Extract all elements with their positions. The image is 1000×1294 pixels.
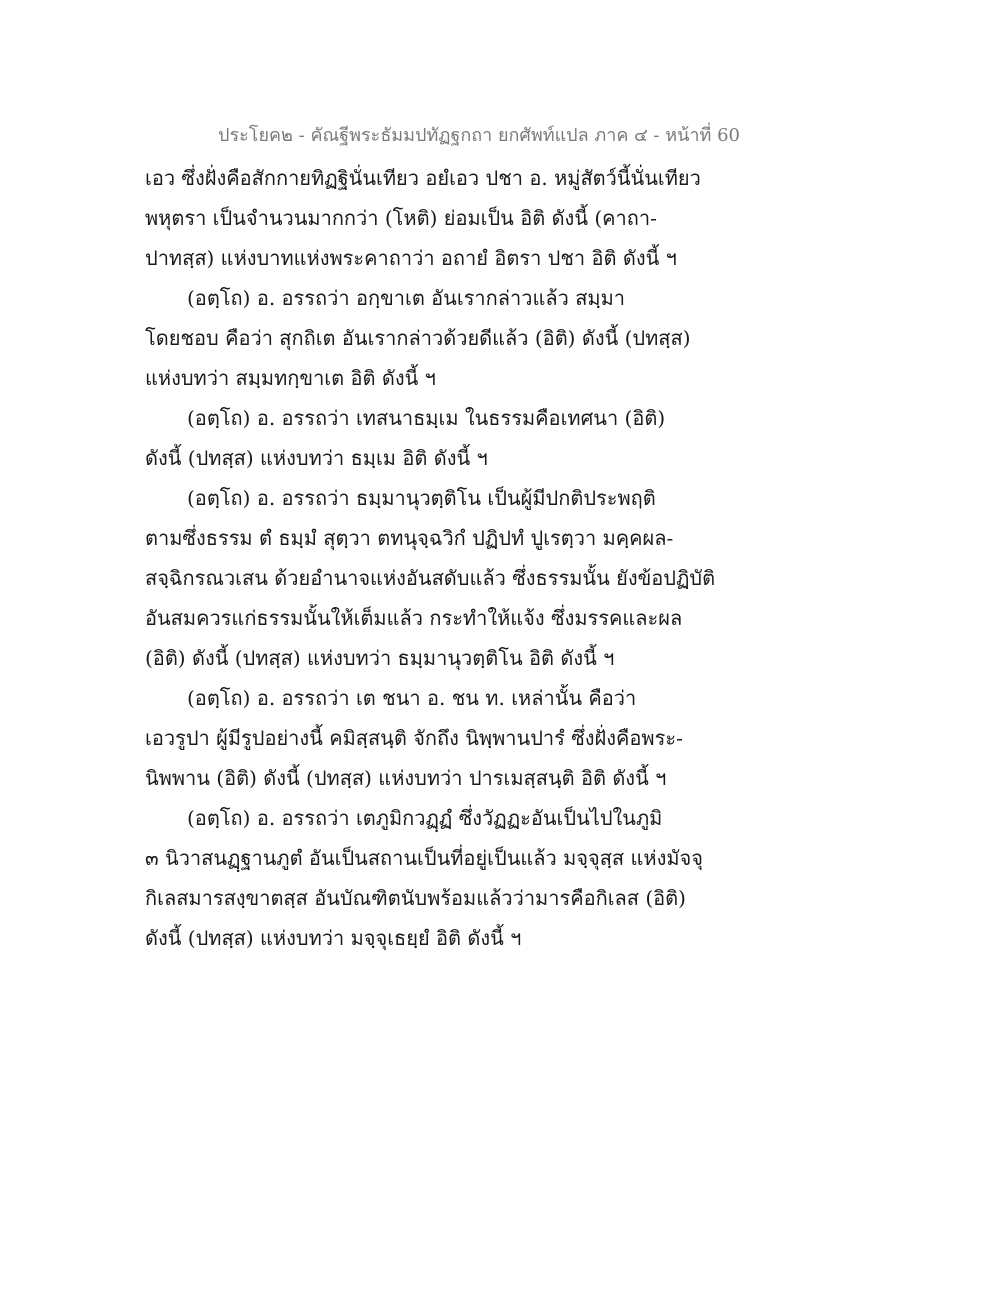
text-line: (อตฺโถ) อ. อรรถว่า เตภูมิกวฏฺฏํ ซึ่งวัฏฏะอันเป็นไปในภูมิ [187,806,663,830]
text-line: ดังนี้ (ปทสฺส) แห่งบทว่า มจฺจุเธยฺยํ อิติ ดังนี้ ฯ [145,926,522,950]
text-line: พหุตรา เป็นจำนวนมากกว่า (โหติ) ย่อมเป็น อิติ ดังนี้ (คาถา- [145,206,657,230]
text-line: กิเลสมารสงฺขาตสฺส อันบัณฑิตนับพร้อมแล้วว่ามารคือกิเลส (อิติ) [145,886,686,910]
text-line: ดังนี้ (ปทสฺส) แห่งบทว่า ธมฺเม อิติ ดังนี้ ฯ [145,446,488,470]
body-text [145,158,715,958]
text-line: (อตฺโถ) อ. อรรถว่า ธมฺมานุวตฺติโน เป็นผู้มีปกติประพฤติ [187,486,656,510]
text-line: นิพพาน (อิติ) ดังนี้ (ปทสฺส) แห่งบทว่า ปารเมสฺสนฺติ อิติ ดังนี้ ฯ [145,766,667,790]
text-line: (อตฺโถ) อ. อรรถว่า อกฺขาเต อันเรากล่าวแล้ว สมฺมา [187,286,626,310]
text-line: (อตฺโถ) อ. อรรถว่า เต ชนา อ. ชน ท. เหล่านั้น คือว่า [187,686,637,710]
running-head: ประโยค๒ - คัณฐีพระธัมมปทัฏฐกถา ยกศัพท์แปล ภาค ๔ - หน้าที่ 60 [218,125,740,146]
text-line: สจฺฉิกรณวเสน ด้วยอำนาจแห่งอันสดับแล้ว ซึ่งธรรมนั้น ยังข้อปฏิบัติ [145,566,715,590]
text-line: ตามซึ่งธรรม ตํ ธมฺมํ สุตฺวา ตทนุจฺฉวิกํ ปฏิปทํ ปูเรตฺวา มคฺคผล- [145,526,674,550]
text-line: ปาทสฺส) แห่งบาทแห่งพระคาถาว่า อถายํ อิตรา ปชา อิติ ดังนี้ ฯ [145,246,677,270]
text-line: เอว ซึ่งฝั่งคือสักกายทิฏฐินั่นเทียว อยํเอว ปชา อ. หมู่สัตว์นี้นั่นเทียว [145,166,701,190]
text-line: ๓ นิวาสนฏฺฐานภูตํ อันเป็นสถานเป็นที่อยู่เป็นแล้ว มจฺจุสฺส แห่งมัจจุ [145,846,703,870]
text-line: แห่งบทว่า สมฺมทกฺขาเต อิติ ดังนี้ ฯ [145,366,436,390]
text-line: อันสมควรแก่ธรรมนั้นให้เต็มแล้ว กระทำให้แจ้ง ซึ่งมรรคและผล [145,606,683,630]
text-line: เอวรูปา ผู้มีรูปอย่างนี้ คมิสฺสนฺติ จักถึง นิพฺพานปารํ ซึ่งฝั่งคือพระ- [145,726,683,750]
text-line: โดยชอบ คือว่า สุกถิเต อันเรากล่าวด้วยดีแล้ว (อิติ) ดังนี้ (ปทสฺส) [145,326,691,350]
text-line: (อิติ) ดังนี้ (ปทสฺส) แห่งบทว่า ธมฺมานุวตฺติโน อิติ ดังนี้ ฯ [145,646,615,670]
text-line: (อตฺโถ) อ. อรรถว่า เทสนาธมฺเม ในธรรมคือเทศนา (อิติ) [187,406,666,430]
